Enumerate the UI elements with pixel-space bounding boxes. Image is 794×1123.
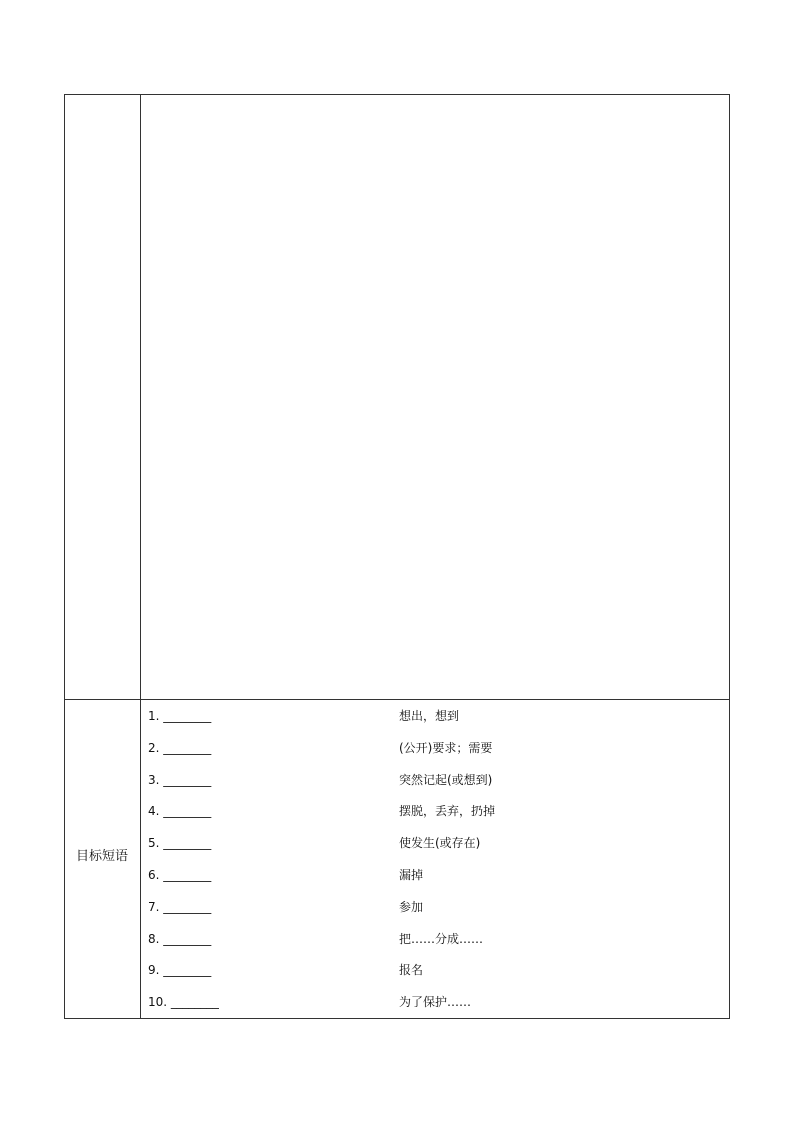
phrase-meaning: 把……分成……	[399, 932, 484, 946]
phrase-blank[interactable]: 9. ________	[148, 963, 212, 977]
column-divider	[140, 94, 141, 1019]
phrase-meaning: 参加	[399, 900, 424, 914]
phrase-blank[interactable]: 4. ________	[148, 804, 212, 818]
phrase-blank[interactable]: 5. ________	[148, 836, 212, 850]
phrase-meaning: 报名	[399, 963, 424, 977]
phrase-blank[interactable]: 6. ________	[148, 868, 212, 882]
phrase-blank[interactable]: 2. ________	[148, 741, 212, 755]
phrase-blank[interactable]: 8. ________	[148, 932, 212, 946]
row-divider	[64, 699, 730, 700]
phrase-blank[interactable]: 10. ________	[148, 995, 219, 1009]
phrase-blank[interactable]: 3. ________	[148, 773, 212, 787]
phrase-meaning: 漏掉	[399, 868, 424, 882]
phrase-meaning: 摆脱，丢弃，扔掉	[399, 804, 496, 818]
phrase-meaning: 突然记起(或想到)	[399, 773, 493, 787]
phrase-meaning: (公开)要求；需要	[399, 741, 493, 755]
phrases-section-label: 目标短语	[75, 849, 128, 864]
phrase-meaning: 为了保护……	[399, 995, 472, 1009]
phrase-meaning: 使发生(或存在)	[399, 836, 481, 850]
phrase-blank[interactable]: 7. ________	[148, 900, 212, 914]
phrase-meaning: 想出，想到	[399, 709, 460, 723]
phrase-blank[interactable]: 1. ________	[148, 709, 212, 723]
